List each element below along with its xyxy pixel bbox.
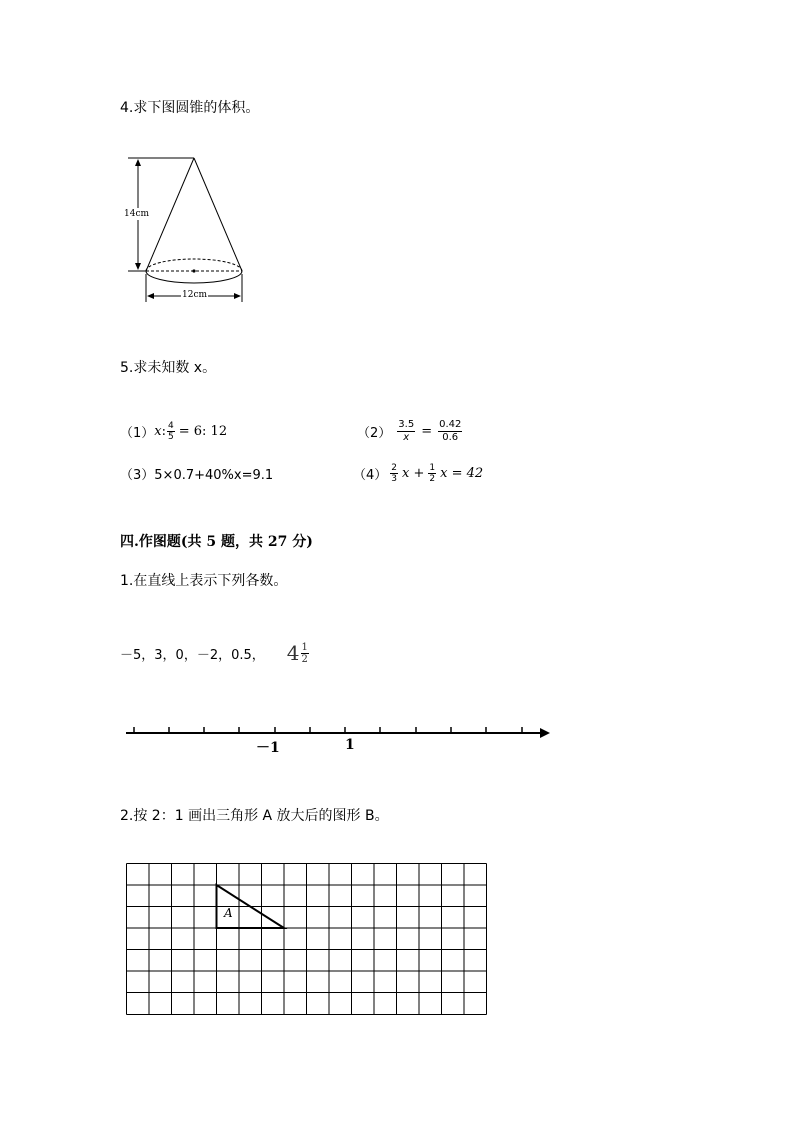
fraction: $\frac{1}{2}$ (429, 462, 436, 484)
d2-title: 2.按 2：1 画出三角形 A 放大后的图形 B。 (120, 808, 389, 824)
mixed-number-whole: 4 (286, 641, 300, 665)
tick-label-1: 1 (345, 737, 355, 753)
section-title: 四.作图题(共 5 题，共 27 分) (120, 534, 313, 550)
d1-title: 1.在直线上表示下列各数。 (120, 573, 288, 589)
q5-part1: （1） x : $\frac{4}{5}$ = 6: 12 (120, 420, 228, 442)
cone-diameter-label: 12cm (182, 290, 208, 300)
cone-height-label: 14cm (124, 209, 150, 219)
fraction: $\frac{3.5}{x}$ (398, 418, 415, 443)
q4-title: 4.求下图圆锥的体积。 (120, 100, 260, 116)
triangle-a-label: A (224, 906, 233, 920)
tick-label-neg1: －1 (256, 740, 280, 756)
d1-numbers: －5，3，0，－2，0.5， 4 $\frac{1}{2}$ (120, 641, 308, 665)
mixed-number-fraction: $\frac{1}{2}$ (301, 641, 308, 665)
cone-figure (120, 150, 255, 310)
q5-title: 5.求未知数 x。 (120, 360, 217, 376)
fraction: $\frac{0.42}{0.6}$ (439, 418, 462, 443)
fraction: $\frac{2}{3}$ (391, 462, 398, 484)
number-line (120, 722, 555, 746)
q5-part2: （2） $\frac{3.5}{x}$ = $\frac{0.42}{0.6}$ (357, 418, 462, 443)
square-grid (125, 862, 491, 1018)
q5-part4: （4） $\frac{2}{3}$ x + $\frac{1}{2}$ x = 42 (353, 462, 484, 484)
q5-part3: （3）5×0.7+40%x=9.1 (120, 468, 274, 483)
fraction: $\frac{4}{5}$ (168, 420, 174, 442)
